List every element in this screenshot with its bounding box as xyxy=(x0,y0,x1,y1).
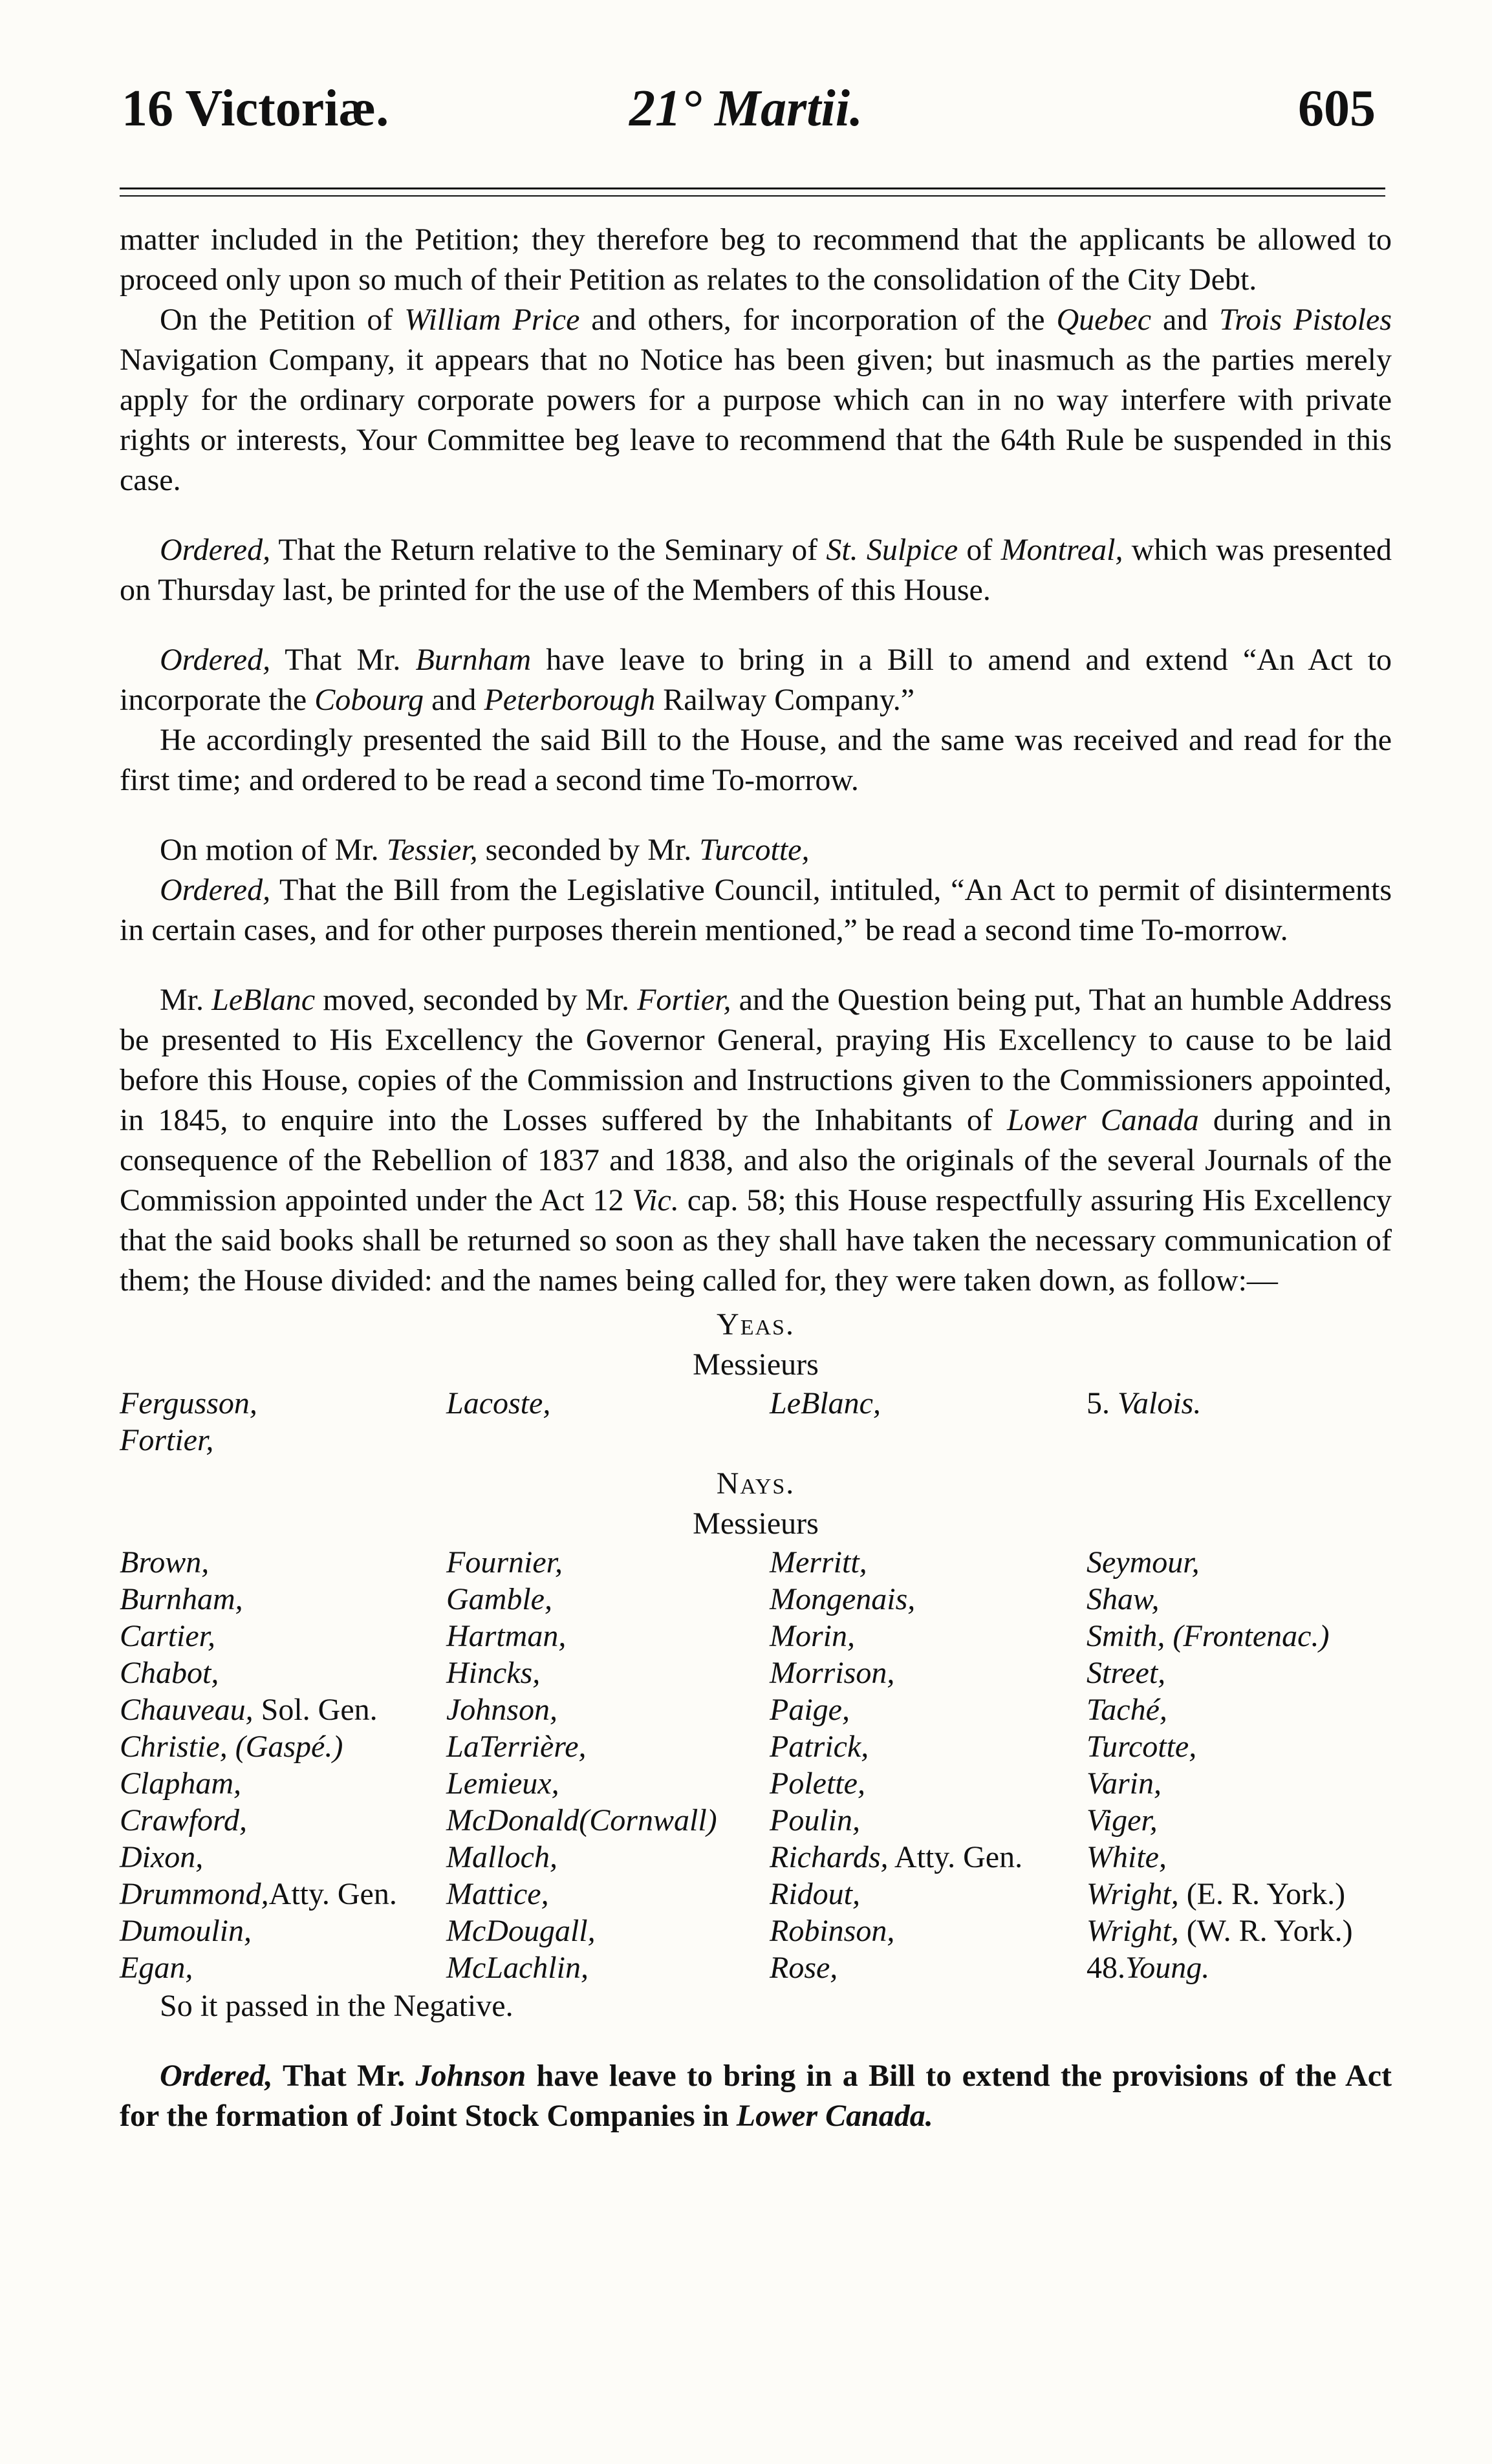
petition-paragraph-end: matter included in the Petition; they therefore beg to recommend that the applicants be allowed to proceed only upon so much of their Petition as relates to the consolidation of the City Debt. xyxy=(120,222,1392,297)
yeas-heading: Yeas. xyxy=(717,1307,795,1342)
list-item: Rose, xyxy=(770,1951,838,1985)
list-item: Wright, (W. R. York.) xyxy=(1087,1914,1353,1948)
list-item: Paige, xyxy=(770,1693,850,1727)
list-item: Hincks, xyxy=(446,1656,541,1690)
list-item: Crawford, xyxy=(120,1803,247,1837)
nays-count: 48. xyxy=(1087,1951,1125,1985)
list-item: Mattice, xyxy=(446,1877,549,1911)
list-item: Burnham, xyxy=(120,1582,243,1616)
list-item: Dumoulin, xyxy=(120,1914,252,1948)
list-item: Polette, xyxy=(770,1766,865,1801)
list-item: Lemieux, xyxy=(446,1766,559,1801)
list-item: Chabot, xyxy=(120,1656,219,1690)
page-number: 605 xyxy=(1298,80,1376,137)
list-item: Merritt, xyxy=(770,1545,867,1580)
list-item: Egan, xyxy=(120,1951,193,1985)
list-item: McLachlin, xyxy=(446,1951,589,1985)
list-item: Poulin, xyxy=(770,1803,860,1837)
list-item: Morin, xyxy=(770,1619,855,1653)
list-item: Richards, Atty. Gen. xyxy=(770,1840,1023,1874)
session-date: 21° Martii. xyxy=(629,80,863,137)
yeas-names xyxy=(120,1385,1392,1459)
list-item: Fergusson, xyxy=(120,1386,257,1420)
list-item: 48.Young. xyxy=(1087,1951,1210,1985)
list-item: Christie, (Gaspé.) xyxy=(120,1730,343,1764)
burnham-bill-read-paragraph: He accordingly presented the said Bill to the House, and the same was received and read for the first time; and ordered to be read a second time To-morrow. xyxy=(120,723,1392,797)
list-item: Lacoste, xyxy=(446,1386,551,1420)
list-item: 5. Valois. xyxy=(1087,1386,1202,1420)
list-item: White, xyxy=(1087,1840,1167,1874)
list-item: Viger, xyxy=(1087,1803,1158,1837)
list-item: Brown, xyxy=(120,1545,210,1580)
list-item: Cartier, xyxy=(120,1619,216,1653)
price-petition-paragraph: On the Petition of William Price and others, for incorporation of the Quebec and Trois Pistoles Navigation Company, it appears that no Notice has been given; but inasmuch as the parties merely apply for the ordinary corporate powers for a purpose which can in no way interfere with private rights or interests, Your Committee beg leave to recommend that the 64th Rule be suspended in this case. xyxy=(120,303,1392,497)
sulpice-order-paragraph: Ordered, That the Return relative to the Seminary of St. Sulpice of Montreal, which was presented on Thursday last, be printed for the use of the Members of this House. xyxy=(120,533,1392,607)
list-item: Taché, xyxy=(1087,1693,1167,1727)
list-item: Wright, (E. R. York.) xyxy=(1087,1877,1346,1911)
list-item: Morrison, xyxy=(770,1656,895,1690)
list-item: Johnson, xyxy=(446,1693,557,1727)
list-item: Dixon, xyxy=(120,1840,204,1874)
list-item: LaTerrière, xyxy=(446,1730,587,1764)
list-item: Mongenais, xyxy=(770,1582,916,1616)
list-item: Street, xyxy=(1087,1656,1166,1690)
header-rule-bottom xyxy=(120,195,1385,197)
nays-heading: Nays. xyxy=(716,1466,795,1501)
page-header xyxy=(110,76,1382,147)
list-item: Clapham, xyxy=(120,1766,242,1801)
list-item: McDonald(Cornwall) xyxy=(446,1803,717,1837)
tessier-motion-paragraph: On motion of Mr. Tessier, seconded by Mr. Turcotte, xyxy=(160,833,810,867)
list-item: Hartman, xyxy=(446,1619,567,1653)
list-item: Shaw, xyxy=(1087,1582,1160,1616)
list-item: Fournier, xyxy=(446,1545,563,1580)
list-item: Fortier, xyxy=(120,1423,214,1457)
burnham-order-paragraph: Ordered, That Mr. Burnham have leave to bring in a Bill to amend and extend “An Act to incorporate the Cobourg and Peterborough Railway Company.” xyxy=(120,643,1392,717)
header-rule-top xyxy=(120,187,1385,189)
list-item: Drummond,Atty. Gen. xyxy=(120,1877,397,1911)
division-result: So it passed in the Negative. xyxy=(160,1989,514,2023)
list-item: Chauveau, Sol. Gen. xyxy=(120,1693,378,1727)
list-item: Gamble, xyxy=(446,1582,552,1616)
list-item: Patrick, xyxy=(770,1730,869,1764)
list-item: Malloch, xyxy=(446,1840,557,1874)
nays-messieurs: Messieurs xyxy=(693,1506,819,1541)
list-item: Seymour, xyxy=(1087,1545,1200,1580)
yeas-messieurs: Messieurs xyxy=(693,1347,819,1382)
list-item: LeBlanc, xyxy=(770,1386,881,1420)
list-item: Robinson, xyxy=(770,1914,895,1948)
list-item: Smith, (Frontenac.) xyxy=(1087,1619,1330,1653)
leblanc-motion-paragraph: Mr. LeBlanc moved, seconded by Mr. Fortier, and the Question being put, That an humble Address be presented to His Excellency the Governor General, praying His Excellency to cause to be laid before this House, copies of the Commission and Instructions given to the Commissioners appointed, in 1845, to enquire into the Losses suffered by the Inhabitants of Lower Canada during and in consequence of the Rebellion of 1837 and 1838, and also the originals of the several Journals of the Commission appointed under the Act 12 Vic. cap. 58; this House respectfully assuring His Excellency that the said books shall be returned so soon as they shall have taken the necessary communication of them; the House divided: and the names being called for, they were taken down, as follow:— xyxy=(120,983,1392,1298)
list-item: Turcotte, xyxy=(1087,1730,1197,1764)
nays-names xyxy=(120,1544,1392,1986)
regnal-year: 16 Victoriæ. xyxy=(122,80,389,137)
list-item: Ridout, xyxy=(770,1877,860,1911)
list-item: McDougall, xyxy=(446,1914,596,1948)
journal-body xyxy=(120,220,1392,2136)
johnson-order-paragraph: Ordered, That Mr. Johnson have leave to bring in a Bill to extend the provisions of the Act for the formation of Joint Stock Companies in Lower Canada. xyxy=(120,2059,1392,2133)
list-item: Varin, xyxy=(1087,1766,1162,1801)
disinterments-order-paragraph: Ordered, That the Bill from the Legislative Council, intituled, “An Act to permit of disinterments in certain cases, and for other purposes therein mentioned,” be read a second time To-morrow. xyxy=(120,873,1392,947)
yeas-count: 5. xyxy=(1087,1386,1110,1420)
